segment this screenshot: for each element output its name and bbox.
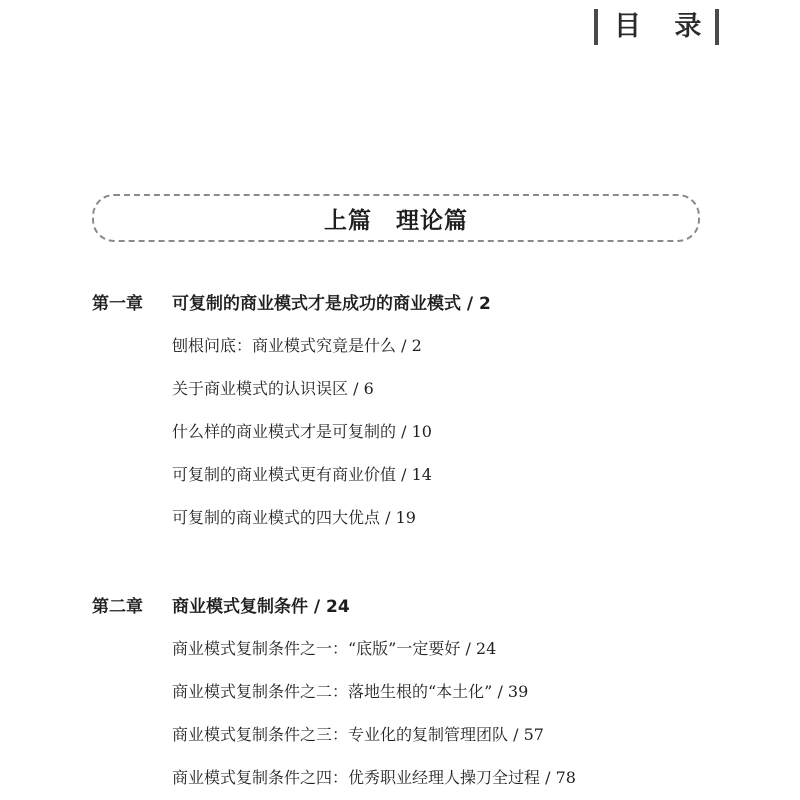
part-title-box [92, 194, 700, 242]
toc-entry: 可复制的商业模式的四大优点 / 19 [172, 508, 416, 528]
chapter-1 [92, 288, 772, 530]
part-title: 上篇 理论篇 [324, 207, 468, 234]
chapter-heading [92, 591, 772, 617]
chapter-title: 商业模式复制条件 / 24 [172, 596, 350, 617]
toc-entry: 关于商业模式的认识误区 / 6 [172, 378, 374, 398]
toc-entry: 商业模式复制条件之四：优秀职业经理人操刀全过程 / 78 [172, 767, 576, 787]
toc-entry: 什么样的商业模式才是可复制的 / 10 [172, 422, 432, 442]
header-right-bar [715, 9, 719, 45]
chapter-number: 第二章 [92, 596, 143, 617]
chapter-number: 第一章 [92, 293, 143, 314]
toc-title: 目 录 [614, 11, 714, 42]
chapter-2 [92, 591, 772, 789]
chapter-heading [92, 288, 772, 314]
toc-entry: 可复制的商业模式更有商业价值 / 14 [172, 465, 432, 485]
toc-entry: 商业模式复制条件之一：“底版”一定要好 / 24 [172, 638, 497, 658]
toc-header [594, 8, 719, 46]
chapter-title: 可复制的商业模式才是成功的商业模式 / 2 [172, 293, 491, 314]
toc-entry: 商业模式复制条件之三：专业化的复制管理团队 / 57 [172, 724, 544, 744]
toc-entry: 商业模式复制条件之二：落地生根的“本土化” / 39 [172, 681, 529, 701]
toc-entry: 刨根问底：商业模式究竟是什么 / 2 [172, 335, 422, 355]
